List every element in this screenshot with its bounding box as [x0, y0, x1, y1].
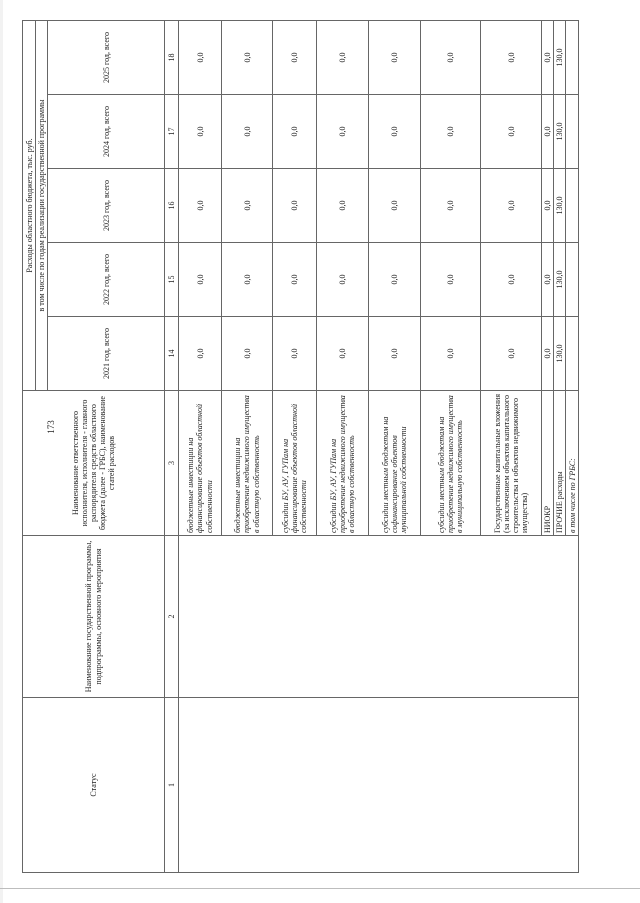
cell-value: 0,0	[317, 95, 369, 169]
col-num-3: 3	[165, 391, 179, 536]
cell-value: 0,0	[273, 317, 317, 391]
row-label: НИОКР	[542, 391, 554, 536]
col-num-2: 2	[165, 536, 179, 698]
cell-value: 0,0	[481, 169, 542, 243]
cell-value: 0,0	[421, 95, 481, 169]
cell-value: 0,0	[179, 243, 222, 317]
header-year-2024: 2024 год, всего	[48, 95, 165, 169]
cell-value: 130,0	[554, 169, 566, 243]
header-program: Наименование государственной программы, подпрограммы, основного мероприятия	[23, 536, 165, 698]
col-num-1: 1	[165, 698, 179, 873]
cell-value: 0,0	[222, 21, 273, 95]
row-label: в том числе по ГРБС:	[566, 391, 579, 536]
cell-value: 0,0	[273, 21, 317, 95]
row-label: субсидии БУ, АУ, ГУПам на финансирование объектов областной собственности	[273, 391, 317, 536]
col-num-16: 16	[165, 169, 179, 243]
cell-value: 0,0	[481, 21, 542, 95]
cell-value	[566, 169, 579, 243]
cell-value: 0,0	[273, 95, 317, 169]
cell-value: 0,0	[179, 169, 222, 243]
cell-value: 0,0	[481, 95, 542, 169]
header-year-2022: 2022 год, всего	[48, 243, 165, 317]
cell-value: 0,0	[273, 169, 317, 243]
budget-table	[22, 20, 579, 873]
cell-value: 0,0	[481, 243, 542, 317]
row-label: субсидии местным бюджетам на приобретение недвижимого имущества в муниципальную собственность	[421, 391, 481, 536]
row-label: бюджетные инвестиции на приобретение недвижимого имущества в областную собственность	[222, 391, 273, 536]
page-bottom-line	[0, 888, 640, 889]
cell-value: 0,0	[222, 243, 273, 317]
header-executor: Наименование ответственного исполнителя, исполнителя - главного распорядителя средств областного бюджета (далее - ГРБС), наименование статей расходов	[23, 391, 165, 536]
cell-value: 0,0	[542, 243, 554, 317]
col-num-17: 17	[165, 95, 179, 169]
header-year-2021: 2021 год, всего	[48, 317, 165, 391]
cell-value: 0,0	[542, 95, 554, 169]
page-number: 173	[45, 420, 56, 434]
cell-value: 0,0	[317, 169, 369, 243]
col-num-15: 15	[165, 243, 179, 317]
col-num-14: 14	[165, 317, 179, 391]
header-expenses: Расходы областного бюджета, тыс. руб.	[23, 21, 36, 391]
cell-value	[566, 317, 579, 391]
status-cell	[179, 698, 579, 873]
cell-value: 0,0	[222, 317, 273, 391]
cell-value	[566, 95, 579, 169]
cell-value: 0,0	[273, 243, 317, 317]
cell-value: 0,0	[542, 21, 554, 95]
cell-value: 0,0	[542, 317, 554, 391]
cell-value: 0,0	[317, 243, 369, 317]
cell-value: 0,0	[222, 169, 273, 243]
cell-value: 0,0	[481, 317, 542, 391]
cell-value: 0,0	[421, 317, 481, 391]
cell-value: 0,0	[369, 95, 421, 169]
cell-value: 0,0	[421, 169, 481, 243]
cell-value: 0,0	[179, 21, 222, 95]
header-year-2025: 2025 год, всего	[48, 21, 165, 95]
cell-value: 0,0	[369, 317, 421, 391]
cell-value: 130,0	[554, 21, 566, 95]
cell-value: 0,0	[222, 95, 273, 169]
budget-table-rotated	[22, 21, 577, 873]
cell-value: 0,0	[421, 243, 481, 317]
cell-value: 130,0	[554, 243, 566, 317]
row-label: субсидии местным бюджетам на софинансирование объектов муниципальной собственности	[369, 391, 421, 536]
col-num-18: 18	[165, 21, 179, 95]
cell-value: 0,0	[179, 95, 222, 169]
row-label: субсидии БУ, АУ, ГУПам на приобретение недвижимого имущества в областную собственность	[317, 391, 369, 536]
cell-value: 0,0	[369, 169, 421, 243]
cell-value: 0,0	[179, 317, 222, 391]
header-status: Статус	[23, 698, 165, 873]
cell-value: 0,0	[369, 243, 421, 317]
scan-edge	[0, 0, 3, 903]
cell-value: 0,0	[369, 21, 421, 95]
cell-value: 130,0	[554, 95, 566, 169]
row-label: бюджетные инвестиции на финансирование объектов областной собственности	[179, 391, 222, 536]
cell-value: 130,0	[554, 317, 566, 391]
row-label: Государственные капитальные вложения (за исключением объектов капитального строительства и объектов недвижимого имущества)	[481, 391, 542, 536]
cell-value: 0,0	[317, 317, 369, 391]
cell-value: 0,0	[317, 21, 369, 95]
cell-value	[566, 243, 579, 317]
program-cell	[179, 536, 579, 698]
cell-value: 0,0	[542, 169, 554, 243]
cell-value	[566, 21, 579, 95]
row-label: ПРОЧИЕ расходы	[554, 391, 566, 536]
cell-value: 0,0	[421, 21, 481, 95]
header-year-2023: 2023 год, всего	[48, 169, 165, 243]
header-by-years: в том числе по годам реализации государственной программы	[36, 21, 48, 391]
